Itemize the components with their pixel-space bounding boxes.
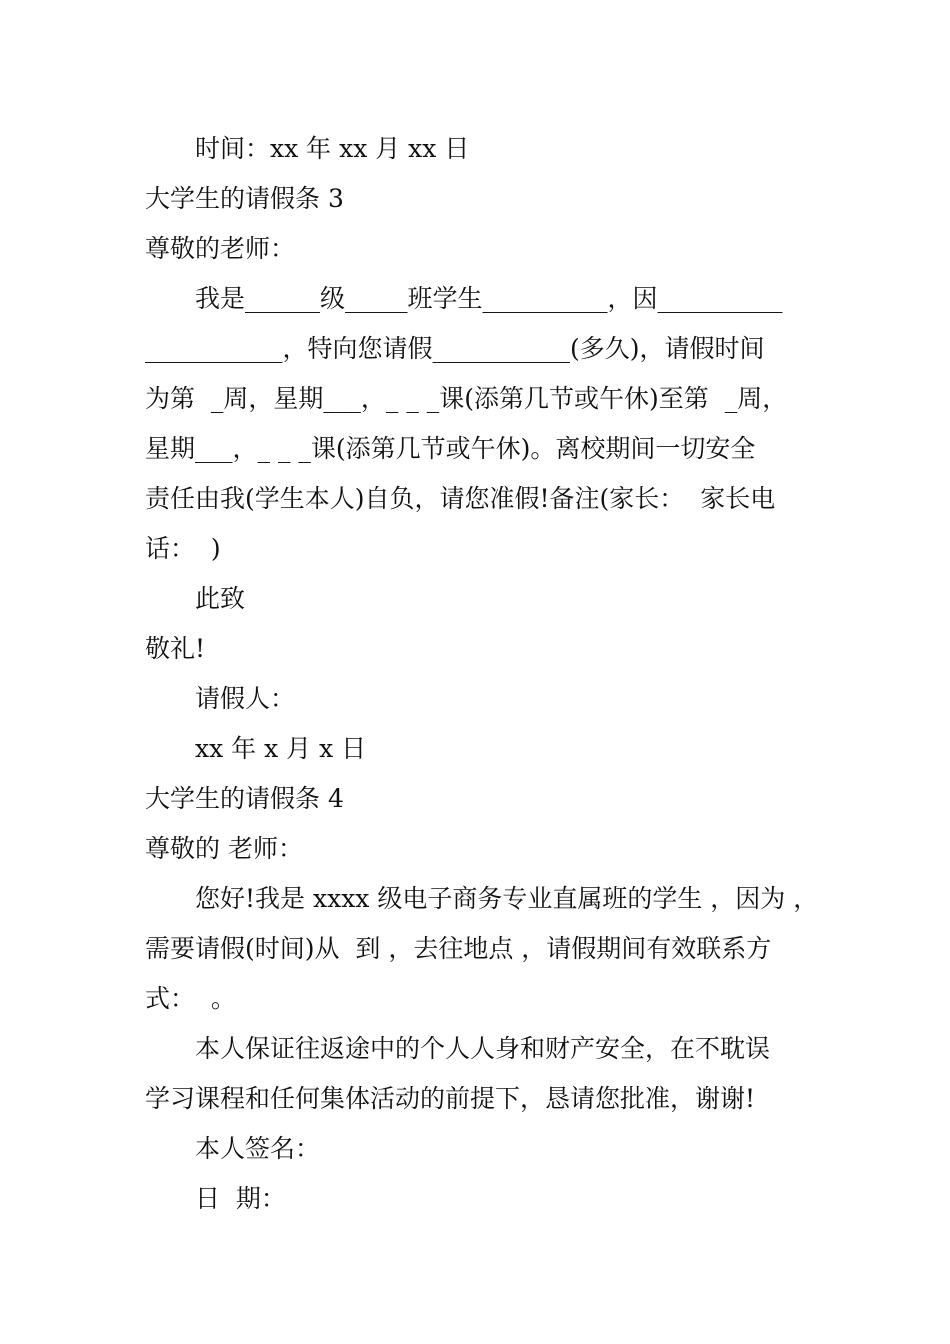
date-label: 日 期： (195, 1184, 286, 1213)
body-line-4-3: 式： 。 (145, 984, 236, 1013)
date-line: 时间：xx 年 xx 月 xx 日 (195, 134, 470, 163)
body-line-3-6: 话： ) (145, 534, 221, 563)
section-heading-4: 大学生的请假条 4 (145, 784, 344, 813)
body-line-3-1: 我是______级_____班学生__________，因__________ (195, 284, 783, 313)
body-line-4-5: 学习课程和任何集体活动的前提下，恳请您批准，谢谢! (145, 1084, 756, 1113)
body-line-4-4: 本人保证往返途中的个人人身和财产安全，在不耽误 (195, 1034, 771, 1063)
body-line-3-2: ___________，特向您请假___________(多久)，请假时间 (145, 334, 765, 363)
requester-line: 请假人： (195, 684, 296, 713)
signature-date-line: xx 年 x 月 x 日 (195, 734, 367, 763)
section-heading-3: 大学生的请假条 3 (145, 184, 344, 213)
body-line-3-4: 星期___，_ _ _课(添第几节或午休)。离校期间一切安全 (145, 434, 756, 463)
salutation-4: 尊敬的 老师： (145, 834, 303, 863)
signature-label: 本人签名： (195, 1134, 321, 1163)
closing-line-2: 敬礼! (145, 634, 206, 663)
body-line-3-5: 责任由我(学生本人)自负，请您准假!备注(家长： 家长电 (145, 484, 776, 513)
closing-line-1: 此致 (195, 584, 246, 613)
body-line-3-3: 为第 _周，星期___，_ _ _课(添第几节或午休)至第 _周， (145, 384, 788, 413)
salutation-3: 尊敬的老师： (145, 234, 296, 263)
body-line-4-1: 您好!我是 xxxx 级电子商务专业直属班的学生 ，因为 ， (195, 884, 819, 913)
body-line-4-2: 需要请假(时间)从 到 ，去往地点 ，请假期间有效联系方 (145, 934, 772, 963)
